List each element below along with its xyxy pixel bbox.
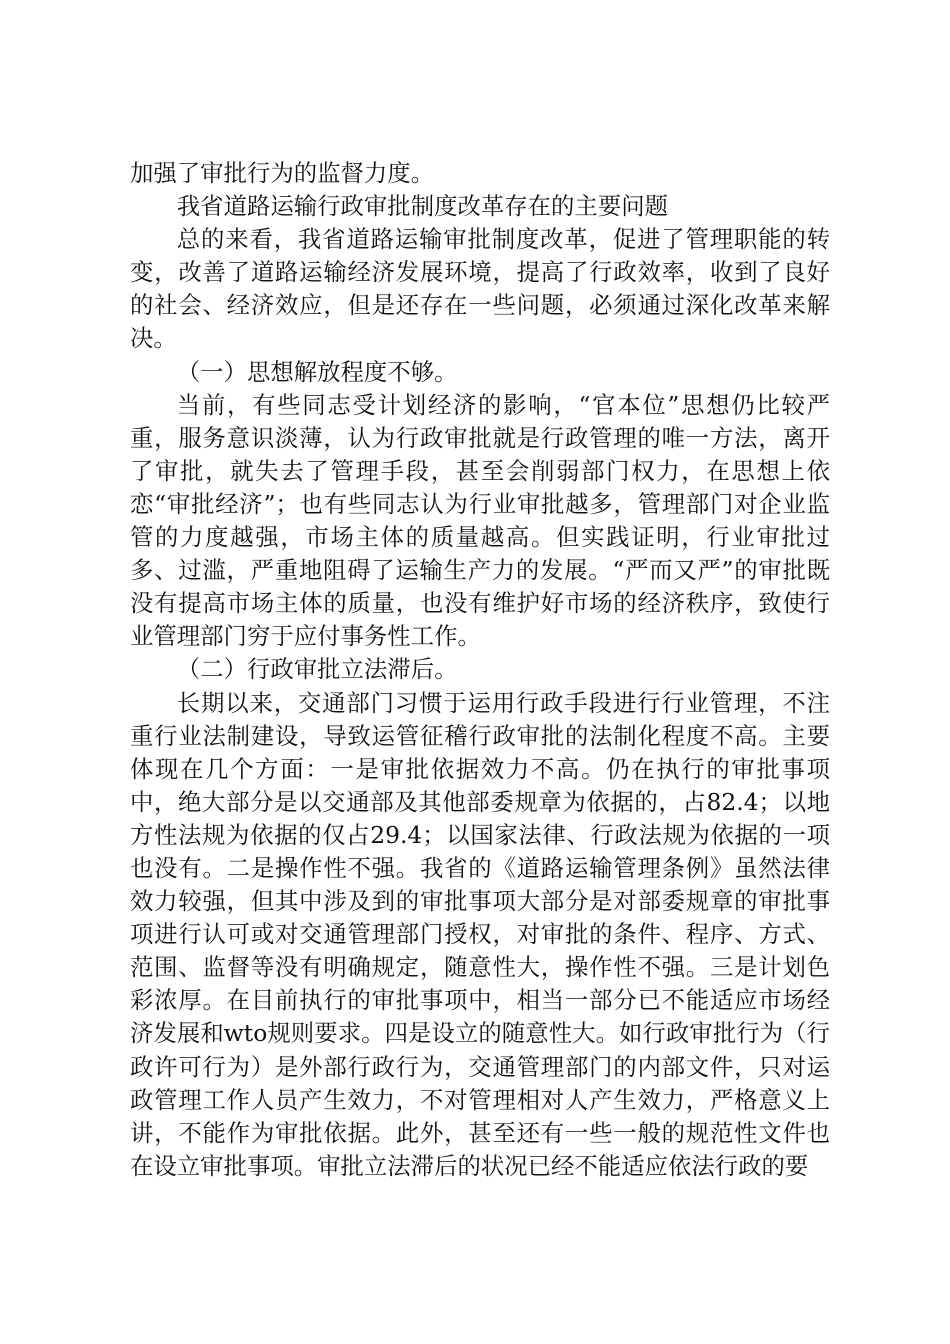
subheading-1: （一）思想解放程度不够。 (176, 357, 458, 386)
section-heading: 我省道路运输行政审批制度改革存在的主要问题 (176, 192, 668, 221)
paragraph-continuation: 加强了审批行为的监督力度。 (130, 159, 435, 187)
document-page (130, 157, 830, 1183)
paragraph-legislation: 长期以来，交通部门习惯于运用行政手段进行行业管理，不注重行业法制建设，导致运管征稽行政审批的法制化程度不高。主要体现在几个方面：一是审批依据效力不高。仍在执行的审批事项中，绝大部分是以交通部及其他部委规章为依据的，占82.4；以地方性法规为依据的仅占29.4；以国家法律、行政法规为依据的一项也没有。二是操作性不强。我省的《道路运输管理条例》虽然法律效力较强，但其中涉及到的审批事项大部分是对部委规章的审批事项进行认可或对交通管理部门授权，对审批的条件、程序、方式、范围、监督等没有明确规定，随意性大，操作性不强。三是计划色彩浓厚。在目前执行的审批事项中，相当一部分已不能适应市场经济发展和wto规则要求。四是设立的随意性大。如行政审批行为（行政许可行为）是外部行政行为，交通管理部门的内部文件，只对运政管理工作人员产生效力，不对管理相对人产生效力，严格意义上讲，不能作为审批依据。此外，甚至还有一些一般的规范性文件也在设立审批事项。审批立法滞后的状况已经不能适应依法行政的要 (130, 688, 830, 1180)
paragraph-thinking: 当前，有些同志受计划经济的影响，“官本位”思想仍比较严重，服务意识淡薄，认为行政审批就是行政管理的唯一方法，离开了审批，就失去了管理手段，甚至会削弱部门权力，在思想上依恋“审批经济”；也有些同志认为行业审批越多，管理部门对企业监管的力度越强，市场主体的质量越高。但实践证明，行业审批过多、过滥，严重地阻碍了运输生产力的发展。“严而又严”的审批既没有提高市场主体的质量，也没有维护好市场的经济秩序，致使行业管理部门穷于应付事务性工作。 (130, 390, 830, 651)
subheading-2: （二）行政审批立法滞后。 (176, 655, 458, 684)
paragraph-overview: 总的来看，我省道路运输审批制度改革，促进了管理职能的转变，改善了道路运输经济发展环境，提高了行政效率，收到了良好的社会、经济效应，但是还存在一些问题，必须通过深化改革来解决。 (130, 225, 830, 353)
